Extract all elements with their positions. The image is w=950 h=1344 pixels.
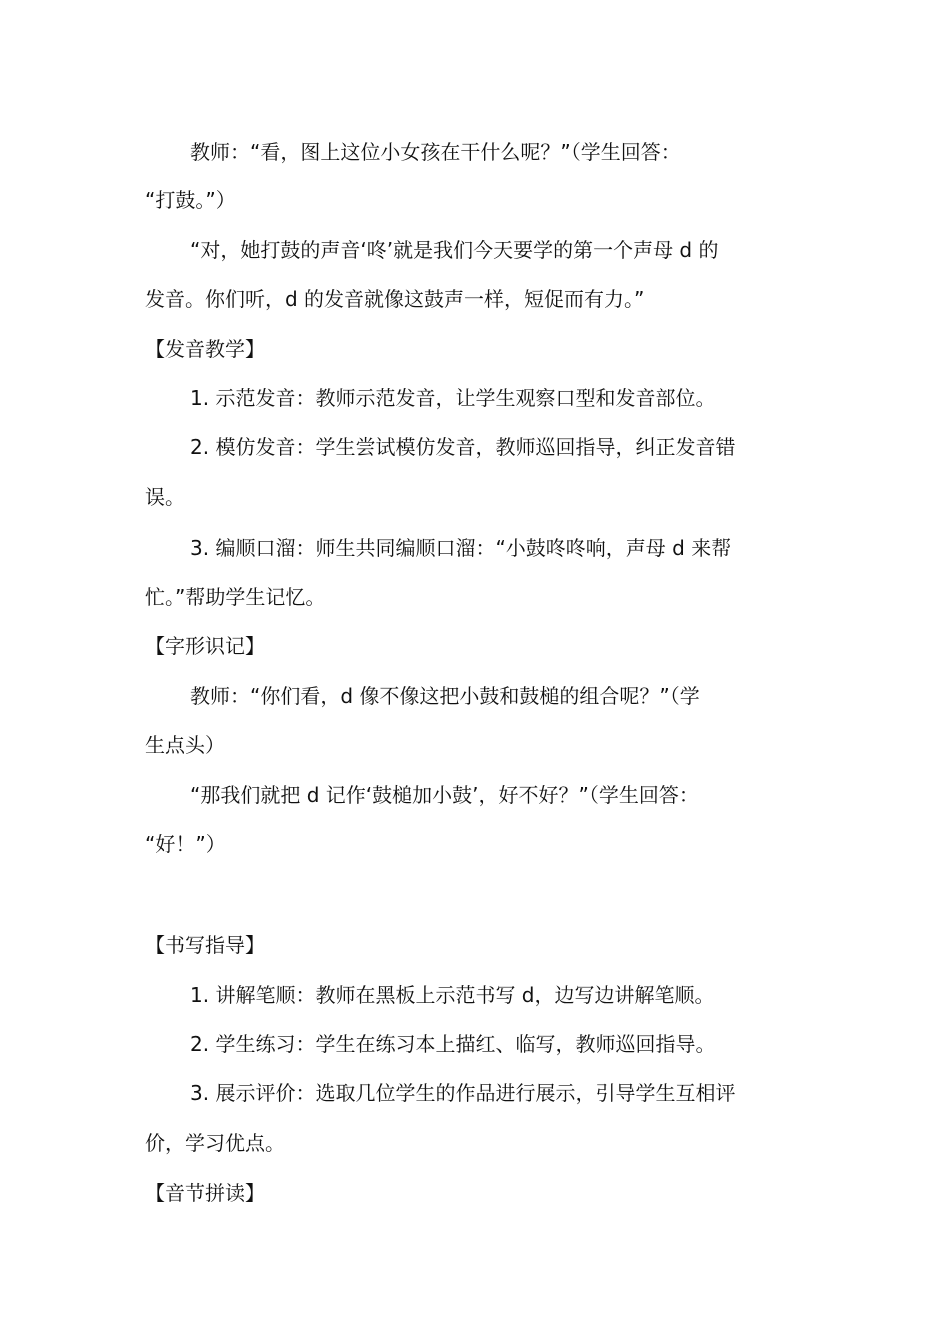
paragraph-line: 教师：“你们看，d 像不像这把小鼓和鼓槌的组合呢？”（学 bbox=[190, 684, 700, 708]
paragraph-line: “打鼓。”） bbox=[145, 188, 236, 212]
list-item-line: 1. 讲解笔顺：教师在黑板上示范书写 d，边写边讲解笔顺。 bbox=[190, 983, 715, 1007]
list-item-line: 价，学习优点。 bbox=[145, 1131, 285, 1155]
paragraph-line: 发音。你们听，d 的发音就像这鼓声一样，短促而有力。” bbox=[145, 287, 645, 311]
list-item-line: 3. 编顺口溜：师生共同编顺口溜：“小鼓咚咚响，声母 d 来帮 bbox=[190, 536, 732, 560]
paragraph-line: “好！”） bbox=[145, 832, 226, 856]
list-item-line: 1. 示范发音：教师示范发音，让学生观察口型和发音部位。 bbox=[190, 386, 716, 410]
list-item-line: 2. 模仿发音：学生尝试模仿发音，教师巡回指导，纠正发音错 bbox=[190, 435, 736, 459]
list-item-line: 3. 展示评价：选取几位学生的作品进行展示，引导学生互相评 bbox=[190, 1081, 736, 1105]
paragraph-line: “那我们就把 d 记作‘鼓槌加小鼓’，好不好？”（学生回答： bbox=[190, 783, 699, 807]
paragraph-line: 教师：“看，图上这位小女孩在干什么呢？”（学生回答： bbox=[190, 140, 681, 164]
section-heading: 【书写指导】 bbox=[145, 933, 265, 957]
section-heading: 【字形识记】 bbox=[145, 634, 265, 658]
section-heading: 【音节拼读】 bbox=[145, 1181, 265, 1205]
list-item-line: 误。 bbox=[145, 485, 185, 509]
list-item-line: 忙。”帮助学生记忆。 bbox=[145, 585, 326, 609]
section-heading: 【发音教学】 bbox=[145, 337, 265, 361]
paragraph-line: 生点头） bbox=[145, 733, 225, 757]
paragraph-line: “对，她打鼓的声音‘咚’就是我们今天要学的第一个声母 d 的 bbox=[190, 238, 719, 262]
list-item-line: 2. 学生练习：学生在练习本上描红、临写，教师巡回指导。 bbox=[190, 1032, 716, 1056]
